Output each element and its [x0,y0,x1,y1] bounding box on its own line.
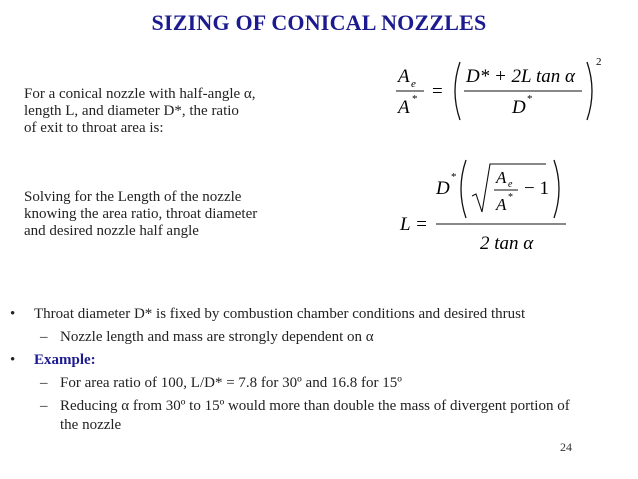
bullet-marker: • [10,352,16,368]
intro-line: For a conical nozzle with half-angle α, [24,86,256,102]
area-ratio-equation [390,52,610,124]
intro-line: length L, and diameter D*, the ratio [24,103,239,119]
eq1-lhs-num-sub: e [411,78,416,90]
eq2-right-paren [554,160,559,218]
eq1-equals: = [432,81,443,102]
solve-line: Solving for the Length of the nozzle [24,189,242,205]
sub-bullet-item [10,328,630,347]
bullet-list [10,305,630,435]
intro-line: of exit to throat area is: [24,120,164,136]
sub-bullet-text: Nozzle length and mass are strongly dependent on α [60,329,374,345]
solve-paragraph [24,189,354,240]
nozzle-length-equation [396,156,572,252]
eq1-lhs-num: A [398,66,410,87]
eq1-exponent: 2 [596,56,602,68]
eq1-rhs-den: D [512,97,526,118]
sub-bullet-marker: – [40,375,48,391]
eq2-frac-den-star: * [508,192,513,203]
sub-bullet-item [10,397,590,435]
example-heading: Example: [34,352,96,368]
sub-bullet-text: Reducing α from 30º to 15º would more than double the mass of divergent portion of the nozzle [60,398,570,433]
intro-paragraph [24,86,354,137]
bullet-item [10,351,630,370]
eq1-rhs-num: D* + 2L tan α [466,66,576,87]
sub-bullet-item [10,374,630,393]
eq2-num-d-star: * [451,171,457,183]
eq2-left-paren [461,160,466,218]
page-number: 24 [560,440,572,454]
sub-bullet-text: For area ratio of 100, L/D* = 7.8 for 30º and 16.8 for 15º [60,375,402,391]
bullet-marker: • [10,306,16,322]
sub-bullet-marker: – [40,329,48,345]
eq1-lhs-den-star: * [412,93,418,105]
solve-line: and desired nozzle half angle [24,223,199,239]
eq2-num-d: D [436,178,450,199]
eq1-lhs-den: A [398,97,410,118]
bullet-text: Throat diameter D* is fixed by combustion chamber conditions and desired thrust [34,306,526,322]
bullet-item [10,305,630,324]
solve-line: knowing the area ratio, throat diameter [24,206,258,222]
eq1-left-paren [455,62,460,120]
eq1-right-paren [587,62,592,120]
eq2-den: 2 tan α [480,233,534,252]
eq2-lhs: L = [400,214,428,235]
eq2-frac-den: A [496,195,507,214]
eq1-rhs-den-star: * [527,93,533,105]
eq2-minus-one: − 1 [524,178,549,199]
slide-title: SIZING OF CONICAL NOZZLES [151,10,487,35]
sub-bullet-marker: – [40,398,48,414]
eq2-frac-num: A [496,168,507,187]
eq2-frac-num-sub: e [508,179,513,190]
